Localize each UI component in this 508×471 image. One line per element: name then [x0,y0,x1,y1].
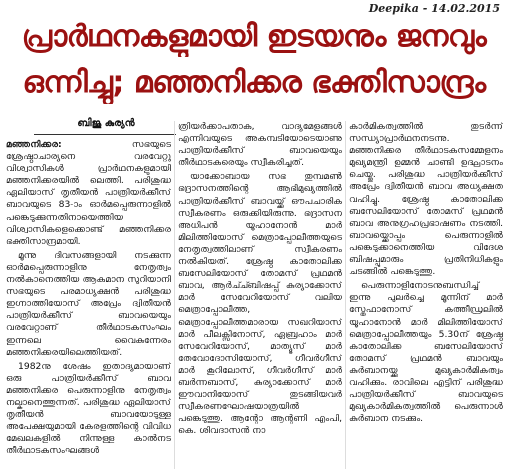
paragraph: ത്രിയർക്കാപതാക, വാദ്യമേളങ്ങൾ എന്നിവയുടെ അകമ്പടിയോടെയാണു പാത്രിയർക്കീസ് ബാവയെയും തീർഥാടകരെയും സ്വീകരിച്ചത്. [178,121,342,169]
headline-line-1: പ്രാർഥനകളുമായി ഇടയനും ജനവും [21,19,487,54]
article-column-2 [178,121,342,469]
byline: ബിജു കുര്യൻ [77,118,135,129]
column-divider [345,121,346,469]
paragraph: കാർമികത്വത്തിൽ തുടർന്ന് സന്ധ്യാപ്രാർഥനനടന്നു. മഞ്ഞനിക്കര തീർഥാടകസമ്മേളനം മുഖ്യമന്ത്രി ഉമ്മൻ ചാണ്ടി ഉദ്ഘാടനം ചെയ്തു. പരിശുദ്ധ പാത്രിയർക്കീസ് അപ്രേം ദ്വിതീയൻ ബാവ അധ്യക്ഷത വഹിച്ചു. ശ്രേഷ്ഠ കാതോലിക്ക ബസേലിയോസ് തോമസ് പ്രഥമൻ ബാവ അനുഗ്രഹപ്രഭാഷണം നടത്തി. ബാവയ്ക്കൊപ്പം പെരുന്നാളിൽ പങ്കെടുക്കാനെത്തിയ വിദേശ ബിഷപ്പുമാരും പ്രതിനിധികളും ചടങ്ങിൽ പങ്കെടുത്തു. [349,121,503,278]
paragraph: പെരുന്നാളിനോടനുബന്ധിച്ച് ഇന്നു പുലർച്ചെ മൂന്നിന് മാർ സ്തേഫാനോസ് കത്തീഡ്രലിൽ യൂഹാനോൻ മാർ മിലിത്തിയോസ് മെത്രാപ്പോലീത്തയും 5.30ന് ശ്രേഷ്ഠ കാതോലിക്ക ബസേലിയോസ് തോമസ് പ്രഥമൻ ബാവയും കുർബാനയ്ക്കു മുഖ്യകാർമികത്വം വഹിക്കും. രാവിലെ എട്ടിന് പരിശുദ്ധ പാത്രിയർക്കീസ് ബാവയുടെ മുഖ്യകാർമികത്വത്തിൽ പെരുന്നാൾ കുർബാന നടക്കും. [349,280,503,425]
dateline: Deepika - 14.02.2015 [368,2,500,15]
byline-rule [34,134,176,135]
column-divider [174,121,175,469]
headline-line-2: ഒന്നിച്ചു; മഞ്ഞനിക്കര ഭക്തിസാന്ദ്രം [22,65,486,100]
dateline-keyword: മഞ്ഞനിക്കര: [6,139,62,150]
paragraph [6,139,171,248]
article-column-3 [349,121,503,469]
article-column-1 [6,139,171,469]
paragraph: മൂന്നു ദിവസങ്ങളായി നടക്കുന്ന ഓർമപ്പെരുന്നാളിനു നേതൃത്വം നൽകാനെത്തിയ ആകമാന സുറിയാനി സഭയുടെ പരമാധ്യക്ഷൻ പരിശുദ്ധ ഇഗ്നാത്തിയോസ് അപ്രേം ദ്വിതീയൻ പാത്രിയർക്കീസ് ബാവയെയും വരവേറ്റാണ് തീർഥാടകസംഘം ഇന്നലെ വൈകുന്നേരം മഞ്ഞനിക്കരയിലെത്തിയത്. [6,249,171,358]
paragraph: 1982നു ശേഷം ഇതാദ്യമായാണ് ഒരു പാത്രിയർക്കീസ് ബാവ മഞ്ഞനിക്കര പെരുന്നാളിനു നേതൃത്വം നല്കാനെത്തുന്നത്. പരിശുദ്ധ ഏലിയാസ് തൃതീയൻ ബാവയോടുള്ള അപേക്ഷയുമായി കേരളത്തിന്റെ വിവിധ മേഖലകളിൽ നിന്നുള്ള കാൽനട തീർഥാടകസംഘങ്ങൾ [6,360,171,457]
paragraph-text: സഭയുടെ ശ്രേഷ്ഠാചാര്യനെ വരവേറ്റു വിശ്വാസികൾ പ്രാർഥനകളുമായി മഞ്ഞനിക്കരയിൽ ലെത്തി. പരിശുദ്ധ ഏലിയാസ് തൃതീയൻ പാത്രിയർക്കീസ് ബാവയുടെ 83-ാം ഓർമപ്പെരുന്നാളിൽ പങ്കെടുക്കുന്നതിനായെത്തിയ വിശ്വാസികളെക്കൊണ്ട് മഞ്ഞനിക്കര ഭക്തിസാന്ദ്രമായി. [6,139,171,247]
paragraph: യാക്കോബായ സഭ തുമ്പമൺ ഭദ്രാസനത്തിന്റെ ആഭിമുഖ്യത്തിൽ പാത്രിയർക്കീസ് ബാവയ്ക്ക് ഔപചാരിക സ്വീകരണം ഒരുക്കിയിരുന്നു. ഭദ്രാസന അധിപൻ യൂഹാനോൻ മാർ മിലിത്തിയോസ് മെത്രാപ്പോലീത്തയുടെ നേതൃത്വത്തിലാണ് സ്വീകരണം നൽകിയത്. ശ്രേഷ്ഠ കാതോലിക്ക ബസേലിയോസ് തോമസ് പ്രഥമൻ ബാവ, ആർച്ച്ബിഷപ്പ് കുര്യാക്കോസ് മാർ സേവേറിയോസ് വലിയ മെത്രാപ്പോലീത്ത, മെത്രാപ്പോലീത്തമാരായ സഖറിയാസ് മാർ പീലക്സിനോസ്, ഏബ്രഹാം മാർ സേവേറിയോസ്, മാത്യൂസ് മാർ തേവോദോസിയോസ്, ഗീവർഗീസ് മാർ കൂറിലോസ്, ഗീവർഗീസ് മാർ ബർന്നബാസ്, കുര്യാക്കോസ് മാർ ഈവാനിയോസ് തുടങ്ങിയവർ സ്വീകരണഘോഷയാത്രയിൽ പങ്കെടുത്തു. ആന്റോ ആന്റണി എംപി, കെ. ശിവദാസൻ നാ [178,171,342,437]
